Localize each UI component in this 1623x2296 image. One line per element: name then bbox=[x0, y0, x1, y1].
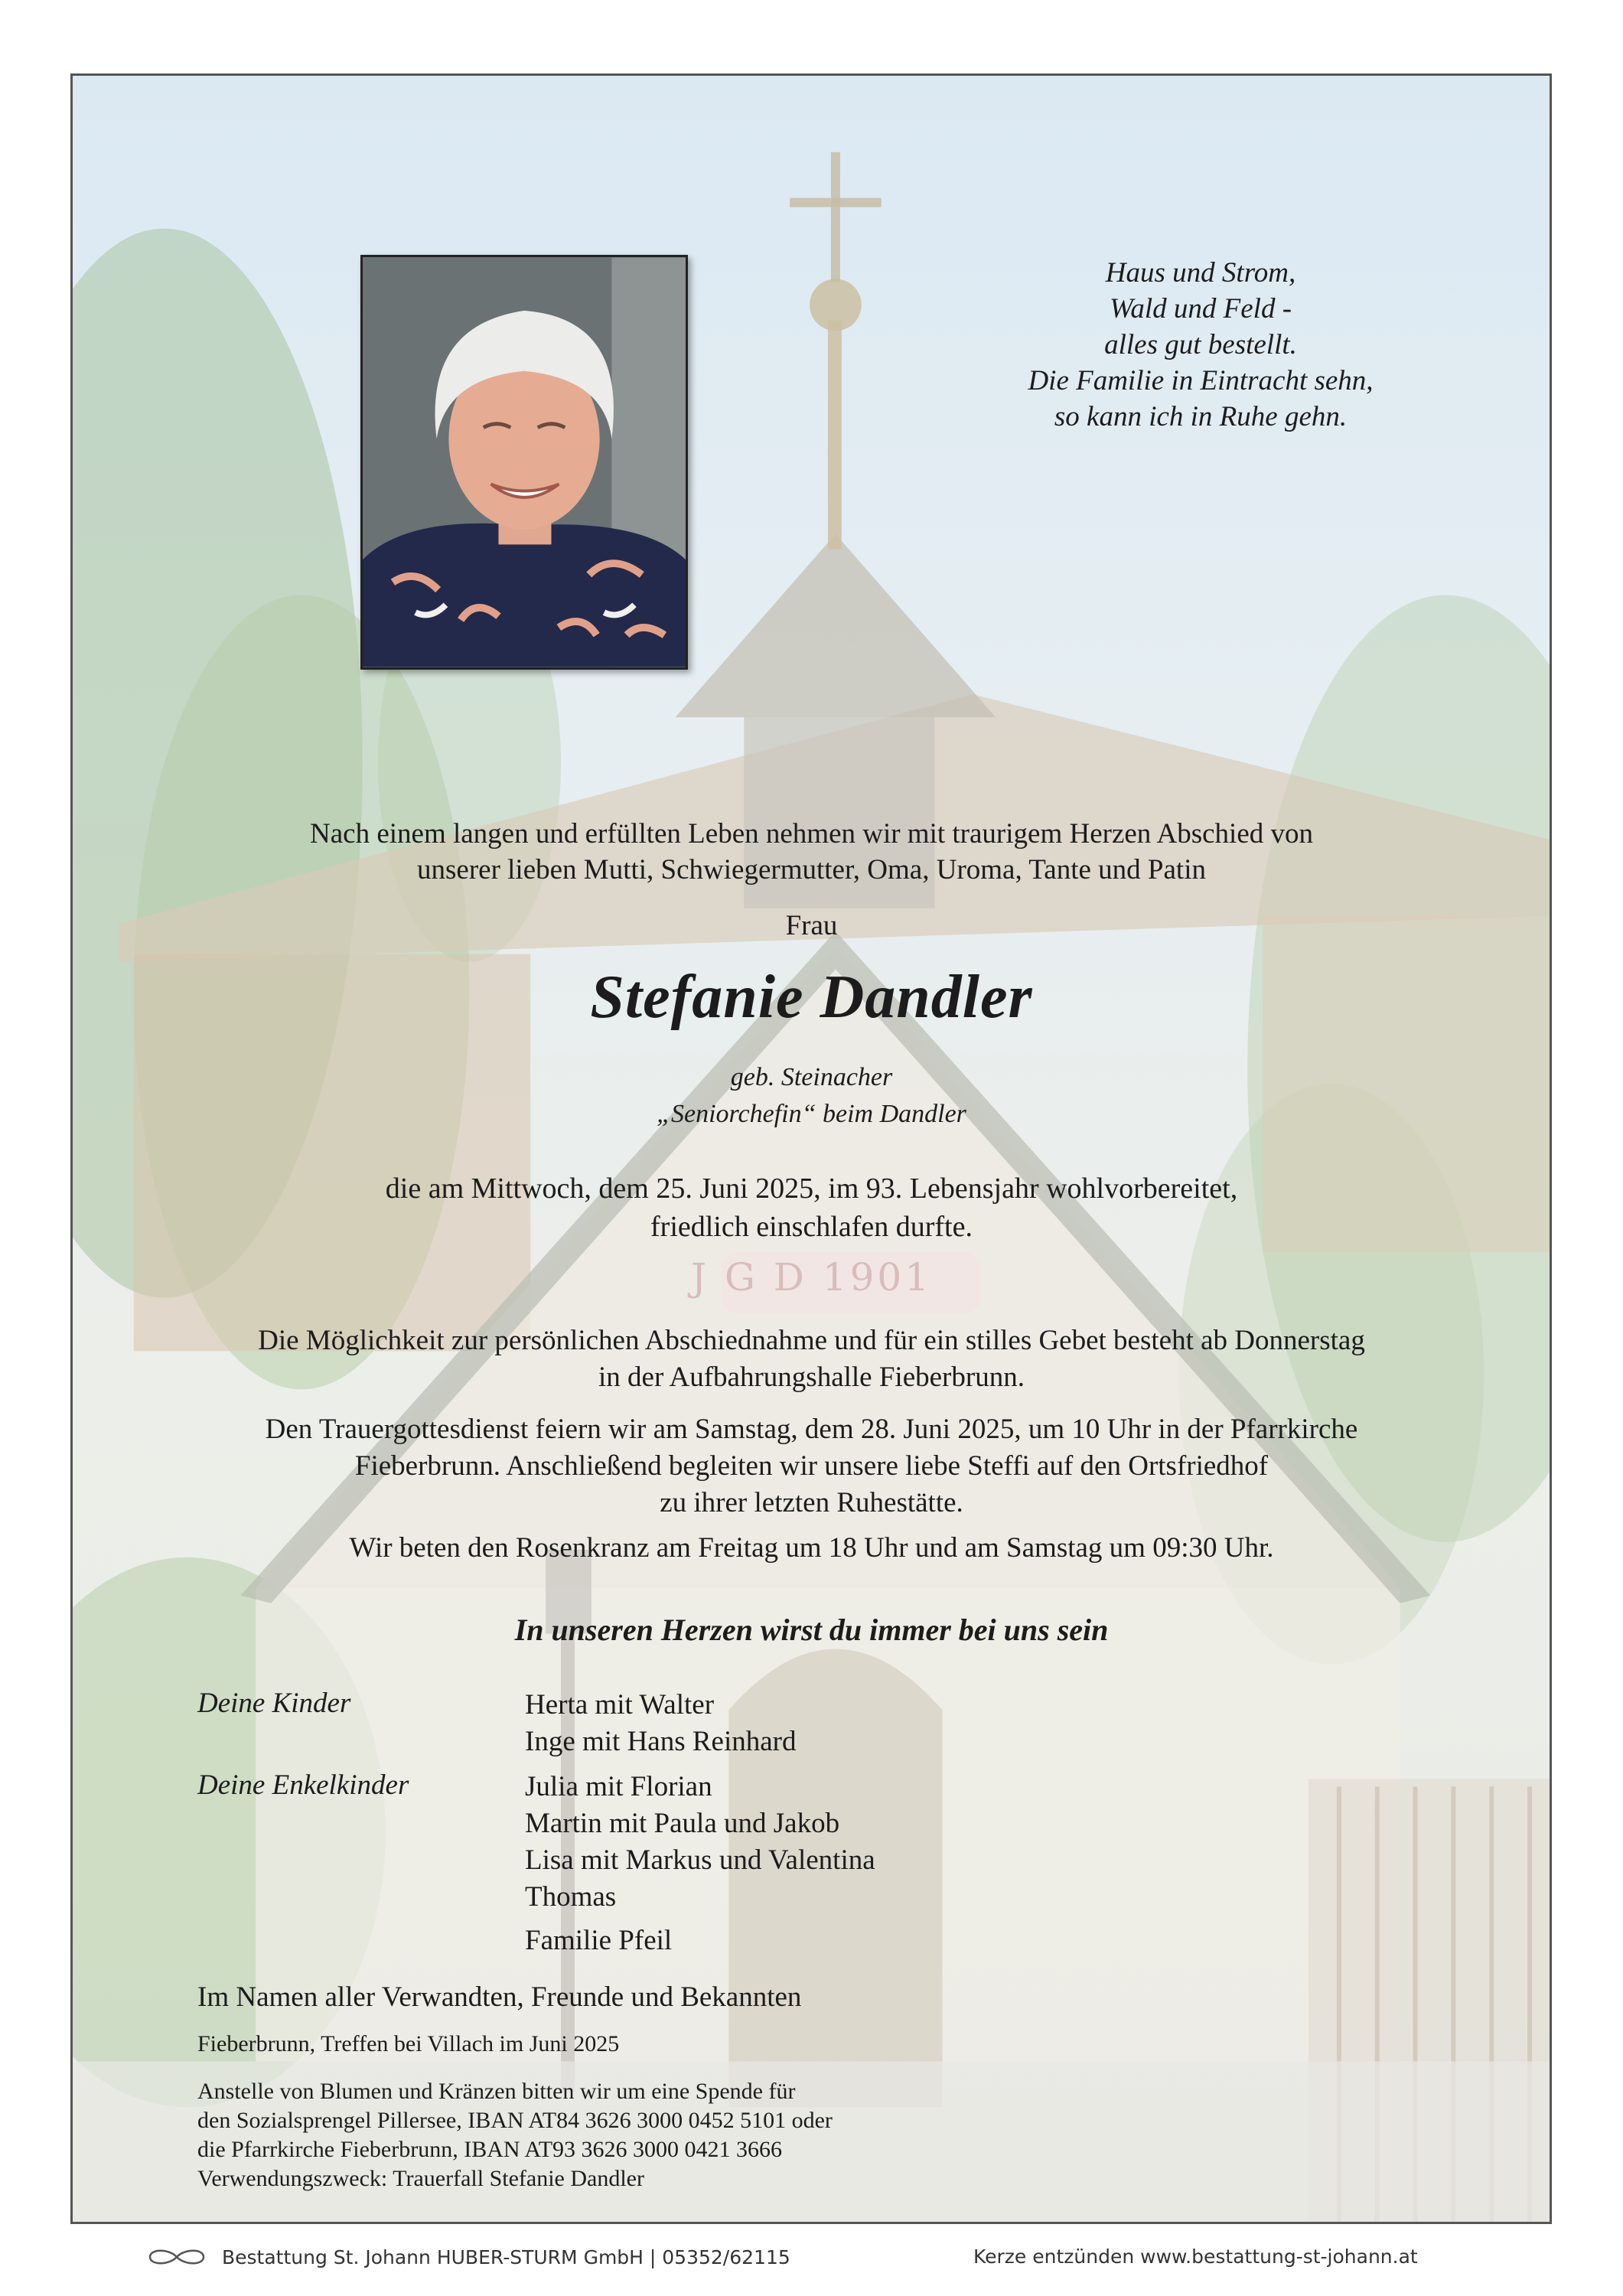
footer-company bbox=[142, 2245, 790, 2268]
death-line: friedlich einschlafen durfte. bbox=[650, 1211, 973, 1243]
candle-link[interactable]: Kerze entzünden www.bestattung-st-johann.at bbox=[973, 2245, 1418, 2268]
poem-line: Die Familie in Eintracht sehn, bbox=[1028, 365, 1374, 396]
farewell-line: Die Möglichkeit zur persönlichen Abschiednahme und für ein stilles Gebet besteht ab Donnerstag bbox=[258, 1325, 1365, 1356]
death-line: die am Mittwoch, dem 25. Juni 2025, im 93. Lebensjahr wohlvorbereitet, bbox=[385, 1172, 1238, 1205]
grandchild-name: Lisa mit Markus und Valentina bbox=[525, 1844, 875, 1876]
poem-line: Haus und Strom, bbox=[1105, 257, 1296, 289]
deceased-details bbox=[161, 1059, 1462, 1133]
grandchildren-list bbox=[525, 1769, 875, 1916]
children-list bbox=[525, 1687, 797, 1760]
death-notice bbox=[161, 1169, 1462, 1246]
intro-line: unserer lieben Mutti, Schwiegermutter, Oma, Uroma, Tante und Patin bbox=[417, 854, 1206, 885]
company-info: Bestattung St. Johann HUBER-STURM GmbH | 05352/62115 bbox=[222, 2245, 790, 2268]
portrait-image bbox=[363, 257, 686, 667]
donation-line: die Pfarrkirche Fieberbrunn, IBAN AT93 3626 3000 0421 3666 bbox=[197, 2137, 783, 2162]
relatives-line: Im Namen aller Verwandten, Freunde und Bekannten bbox=[197, 1981, 802, 2013]
child-name: Inge mit Hans Reinhard bbox=[525, 1726, 797, 1757]
poem-line: Wald und Feld - bbox=[1109, 293, 1292, 325]
farewell-line: in der Aufbahrungshalle Fieberbrunn. bbox=[598, 1362, 1025, 1393]
place-date: Fieberbrunn, Treffen bei Villach im Juni 2025 bbox=[197, 2031, 620, 2056]
nickname: „Seniorchefin“ beim Dandler bbox=[657, 1100, 966, 1128]
poem-line: so kann ich in Ruhe gehn. bbox=[1054, 401, 1348, 432]
grandchild-name: Martin mit Paula und Jakob bbox=[525, 1808, 840, 1839]
donation-line: Anstelle von Blumen und Kränzen bitten wir um eine Spende für bbox=[197, 2079, 796, 2104]
memorial-motto: In unseren Herzen wirst du immer bei uns sein bbox=[514, 1613, 1109, 1647]
memorial-poem bbox=[948, 255, 1453, 435]
salutation: Frau bbox=[785, 910, 838, 941]
grandchild-name: Julia mit Florian bbox=[525, 1771, 712, 1802]
birth-name: geb. Steinacher bbox=[730, 1063, 893, 1091]
donation-request bbox=[197, 2077, 833, 2193]
farewell-info bbox=[161, 1322, 1462, 1396]
donation-line: den Sozialsprengel Pillersee, IBAN AT84 3626 3000 0452 5101 oder bbox=[197, 2108, 833, 2133]
poem-line: alles gut bestellt. bbox=[1104, 329, 1297, 360]
deceased-name: Stefanie Dandler bbox=[590, 964, 1033, 1031]
service-line: Den Trauergottesdienst feiern wir am Samstag, dem 28. Juni 2025, um 10 Uhr in der Pfarrkirche bbox=[265, 1414, 1358, 1445]
rosary-info bbox=[161, 1530, 1462, 1567]
child-name: Herta mit Walter bbox=[525, 1689, 715, 1720]
chapel-inscription: J G D 1901 bbox=[691, 1255, 932, 1300]
donation-line: Verwendungszweck: Trauerfall Stefanie Dandler bbox=[197, 2166, 644, 2191]
service-line: Fieberbrunn. Anschließend begleiten wir unsere liebe Steffi auf den Ortsfriedhof bbox=[354, 1450, 1269, 1482]
service-line: zu ihrer letzten Ruhestätte. bbox=[660, 1487, 963, 1518]
children-label: Deine Kinder bbox=[197, 1688, 351, 1719]
deceased-portrait-photo bbox=[360, 255, 688, 670]
announcement-intro bbox=[161, 816, 1462, 888]
funeral-service-info bbox=[161, 1411, 1462, 1521]
infinity-logo-icon bbox=[142, 2245, 211, 2268]
grandchild-name: Thomas bbox=[525, 1881, 617, 1913]
intro-line: Nach einem langen und erfüllten Leben nehmen wir mit traurigem Herzen Abschied von bbox=[310, 818, 1313, 850]
rosary-line: Wir beten den Rosenkranz am Freitag um 18 Uhr und am Samstag um 09:30 Uhr. bbox=[349, 1532, 1274, 1564]
grandchildren-label: Deine Enkelkinder bbox=[197, 1769, 409, 1801]
other-family: Familie Pfeil bbox=[525, 1925, 673, 1956]
